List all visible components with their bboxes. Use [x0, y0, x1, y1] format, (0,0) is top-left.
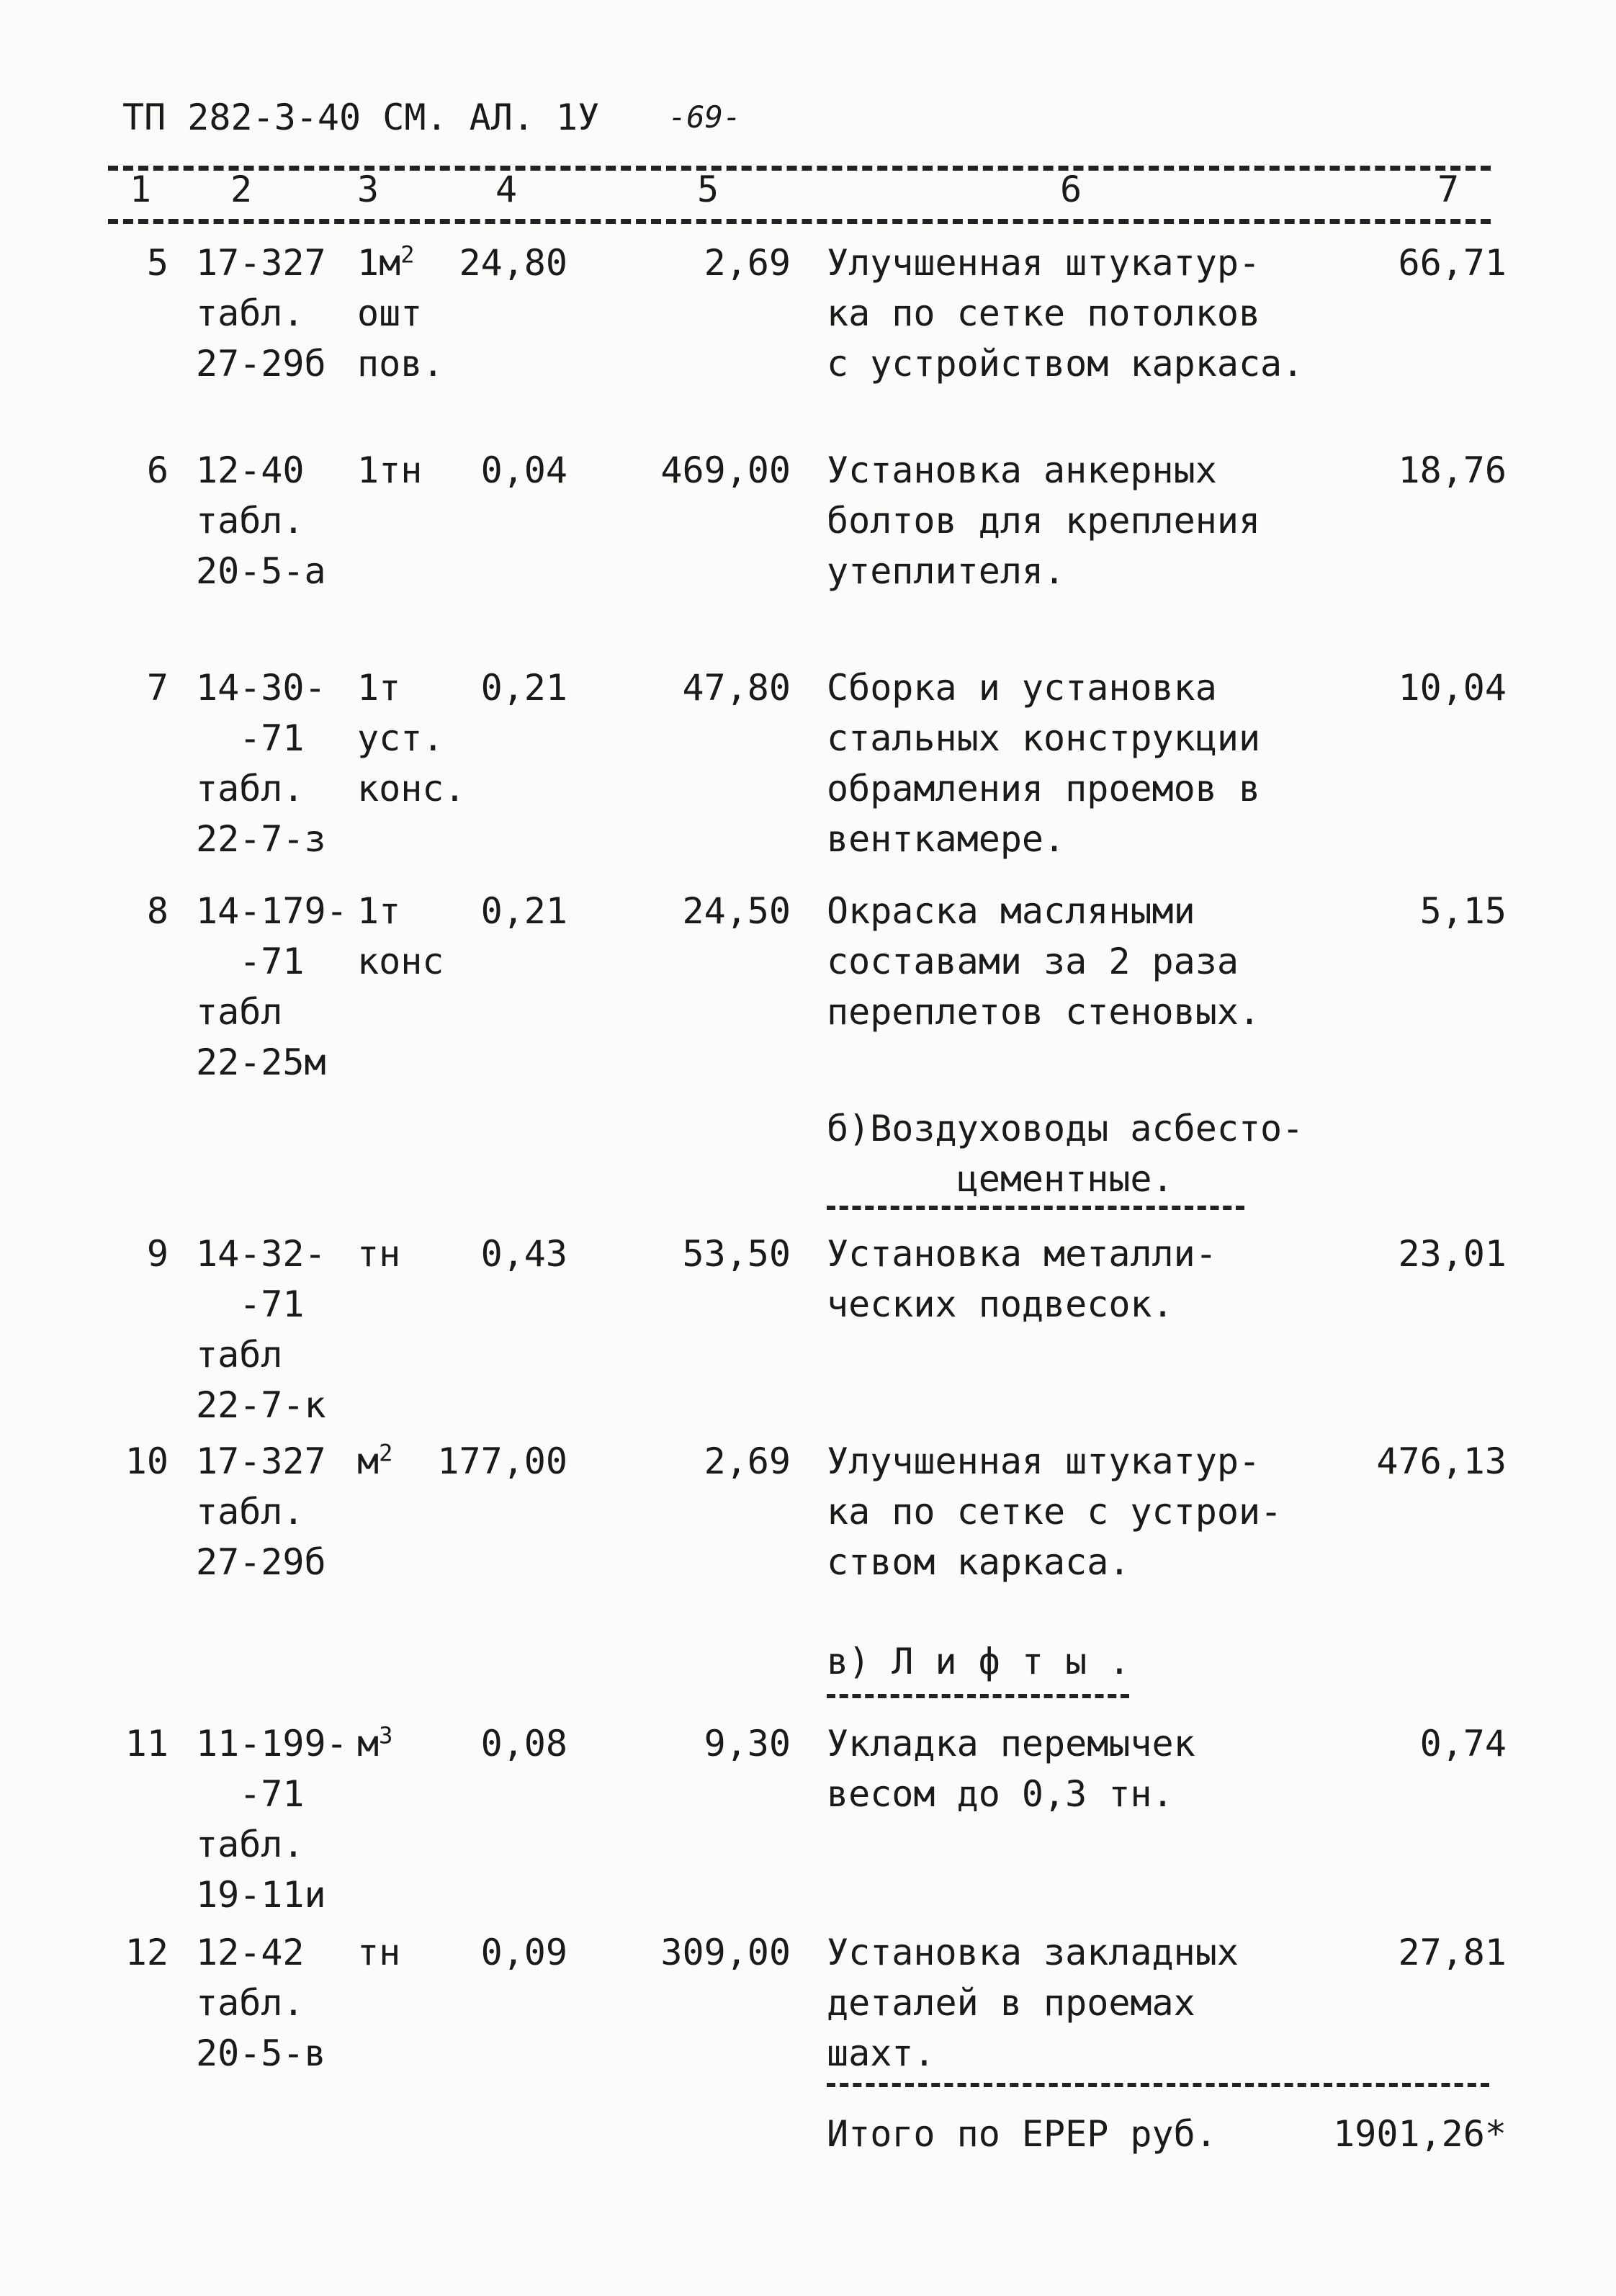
total-cost: 66,71	[1398, 242, 1507, 284]
unit: 1т конс	[357, 890, 444, 982]
rate-code: 17-327 табл. 27-29б	[196, 242, 326, 385]
row-number: 7	[146, 667, 169, 709]
rate-code: 14-179- -71 табл 22-25м	[196, 890, 348, 1083]
unit-price: 2,69	[704, 242, 791, 284]
rate-code: 11-199- -71 табл. 19-11и	[196, 1723, 348, 1916]
summary-rule	[827, 2083, 1489, 2087]
row-number: 5	[146, 242, 169, 284]
row-number: 10	[125, 1440, 169, 1482]
quantity: 0,43	[480, 1233, 567, 1275]
row-number: 11	[125, 1723, 169, 1764]
unit-price: 24,50	[682, 890, 791, 932]
total-cost: 18,76	[1398, 449, 1507, 491]
unit-price: 469,00	[660, 449, 791, 491]
row-number: 8	[146, 890, 169, 932]
column-number-2: 2	[230, 169, 253, 210]
column-number-4: 4	[495, 169, 518, 210]
unit-price: 309,00	[660, 1932, 791, 1973]
work-description: Окраска масляными составами за 2 раза переплетов стеновых.	[827, 890, 1261, 1033]
unit: 1т уст. конс.	[357, 667, 466, 810]
total-cost: 23,01	[1398, 1233, 1507, 1275]
total-cost: 5,15	[1419, 890, 1507, 932]
work-description: Установка закладных деталей в проемах шахт.	[827, 1932, 1239, 2074]
unit: 1тн	[357, 449, 423, 491]
unit: $м^3$	[357, 1721, 393, 1764]
quantity: 0,21	[480, 667, 567, 709]
total-cost: 476,13	[1376, 1440, 1507, 1482]
work-description: Укладка перемычек весом до 0,3 тн.	[827, 1723, 1195, 1815]
quantity: 0,21	[480, 890, 567, 932]
column-number-1: 1	[130, 169, 152, 210]
column-number-6: 6	[1060, 169, 1082, 210]
unit-price: 53,50	[682, 1233, 791, 1275]
column-number-3: 3	[357, 169, 380, 210]
column-number-7: 7	[1437, 169, 1460, 210]
quantity: 0,08	[480, 1723, 567, 1764]
rate-code: 12-42 табл. 20-5-в	[196, 1932, 326, 2074]
quantity: 0,09	[480, 1932, 567, 1973]
document-code: ТП 282-3-40 СМ. АЛ. 1У	[122, 97, 600, 138]
work-description: Сборка и установка стальных конструкции обрамления проемов в венткамере.	[827, 667, 1261, 860]
header-rule-top	[108, 166, 1491, 171]
row-number: 9	[146, 1233, 169, 1275]
column-number-5: 5	[697, 169, 719, 210]
row-number: 12	[125, 1932, 169, 1973]
rate-code: 14-32- -71 табл 22-7-к	[196, 1233, 326, 1426]
unit-price: 9,30	[704, 1723, 791, 1764]
total-cost: 27,81	[1398, 1932, 1507, 1973]
quantity: 0,04	[480, 449, 567, 491]
header-rule-bottom	[108, 219, 1491, 224]
unit: тн	[357, 1932, 401, 1973]
work-description: Установка анкерных болтов для крепления утеплителя.	[827, 449, 1261, 592]
section-underline	[827, 1206, 1244, 1210]
rate-code: 14-30- -71 табл. 22-7-з	[196, 667, 326, 860]
unit: тн	[357, 1233, 401, 1275]
work-description: Установка металли- ческих подвесок.	[827, 1233, 1217, 1325]
unit-price: 2,69	[704, 1440, 791, 1482]
unit: $м^2$	[357, 1439, 393, 1482]
summary-total: 1901,26*	[1333, 2113, 1507, 2155]
quantity: 24,80	[459, 242, 567, 284]
section-heading-elevators: в) Л и ф т ы .	[827, 1641, 1131, 1682]
total-cost: 10,04	[1398, 667, 1507, 709]
section-underline	[827, 1694, 1129, 1698]
work-description: Улучшенная штукатур- ка по сетке потолков с устройством каркаса.	[827, 242, 1304, 385]
quantity: 177,00	[437, 1440, 567, 1482]
row-number: 6	[146, 449, 169, 491]
rate-code: 12-40 табл. 20-5-а	[196, 449, 326, 592]
unit-price: 47,80	[682, 667, 791, 709]
unit: $1м^2$ ошт пов.	[357, 241, 444, 385]
total-cost: 0,74	[1419, 1723, 1507, 1764]
page-number: -69-	[668, 99, 742, 135]
section-heading-air-ducts: б)Воздуховоды асбесто- цементные.	[827, 1108, 1304, 1200]
rate-code: 17-327 табл. 27-29б	[196, 1440, 326, 1583]
summary-label: Итого по ЕРЕР руб.	[827, 2113, 1217, 2155]
work-description: Улучшенная штукатур- ка по сетке с устрои- ством каркаса.	[827, 1440, 1283, 1583]
